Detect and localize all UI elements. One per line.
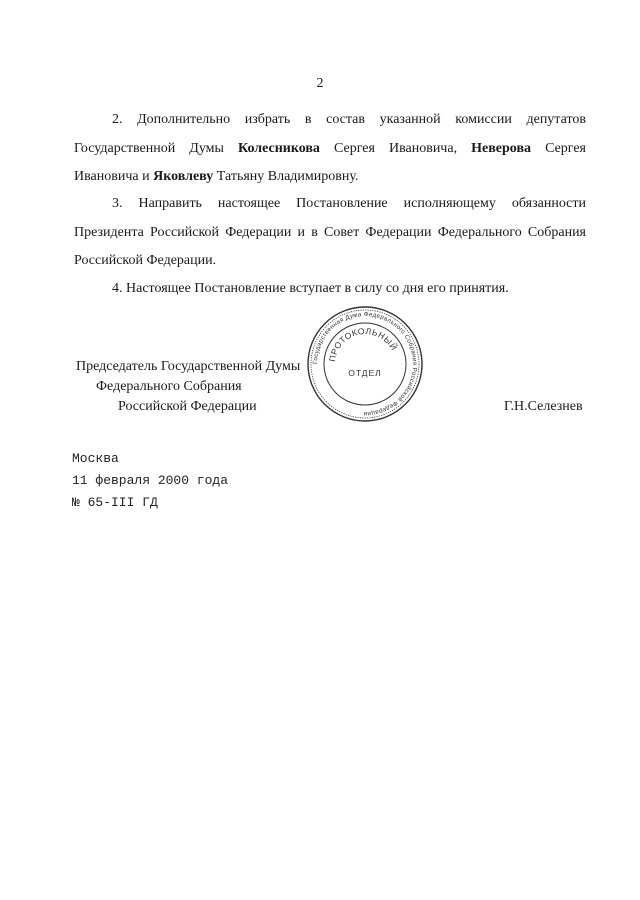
paragraph-2 bbox=[74, 106, 586, 192]
paragraph-2-text-b: Сергея Ивановича, bbox=[319, 140, 472, 156]
official-stamp-seal bbox=[305, 304, 425, 424]
document-number: № 65-III ГД bbox=[72, 495, 158, 510]
deputy-name-yakovleva: Яковлеву bbox=[153, 169, 214, 184]
svg-text:Государственная Дума Федеральн bbox=[312, 311, 418, 417]
paragraph-2-text-a: 2. Дополнительно избрать в состав указанной комиссии депутатов Государственной Думы bbox=[74, 112, 586, 156]
document-date: 11 февраля 2000 года bbox=[72, 473, 229, 488]
deputy-name-kolesnikov: Колесникова bbox=[237, 140, 320, 156]
paragraph-4-text: 4. Настоящее Постановление вступает в силу со дня его принятия. bbox=[112, 281, 509, 296]
page-number: 2 bbox=[316, 76, 324, 91]
stamp-ring-text: Государственная Дума Федерального Собрания Российской Федерации bbox=[311, 310, 419, 418]
signatory-title-line-2: Федерального Собрания bbox=[96, 379, 242, 394]
deputy-name-neverov: Неверова bbox=[471, 140, 532, 156]
signatory-name: Г.Н.Селезнев bbox=[504, 399, 583, 414]
document-city: Москва bbox=[72, 451, 119, 466]
stamp-inner-arc-text: ПРОТОКОЛЬНЫЙ bbox=[327, 325, 400, 363]
paragraph-3-text: 3. Направить настоящее Постановление исполняющему обязанности Президента Российской Федерации и в Совет Федерации Федерального Собрания Российской Федерации. bbox=[74, 196, 586, 268]
paragraph-3 bbox=[74, 190, 586, 276]
signatory-title-line-3: Российской Федерации bbox=[118, 399, 257, 414]
signatory-title-line-1: Председатель Государственной Думы bbox=[76, 359, 301, 374]
paragraph-4 bbox=[74, 275, 586, 304]
paragraph-2-text-c: Сергея Ивановича и bbox=[74, 140, 586, 184]
stamp-center-text: ОТДЕЛ bbox=[348, 368, 382, 378]
paragraph-2-text-d: Татьяну Владимировну. bbox=[213, 169, 359, 184]
